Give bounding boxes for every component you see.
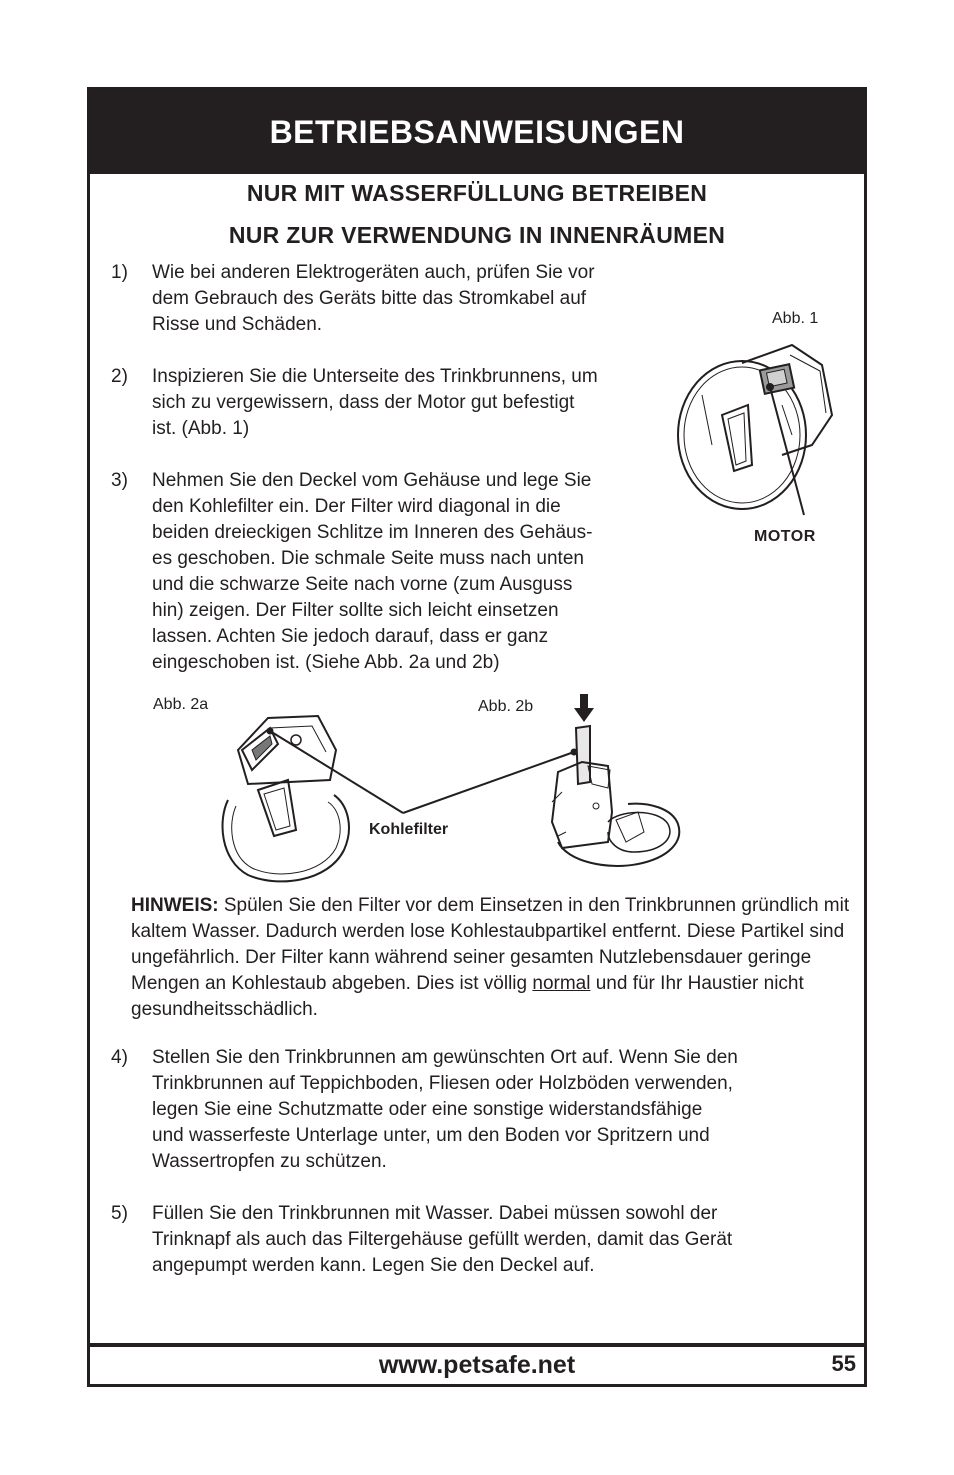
step-line: Füllen Sie den Trinkbrunnen mit Wasser. Dabei müssen sowohl der (152, 1203, 718, 1224)
step-line: Stellen Sie den Trinkbrunnen am gewünschten Ort auf. Wenn Sie den (152, 1047, 738, 1068)
step-line: Nehmen Sie den Deckel vom Gehäuse und lege Sie (152, 470, 592, 491)
page-number: 55 (831, 1351, 856, 1376)
step-line: eingeschoben ist. (Siehe Abb. 2a und 2b) (152, 652, 500, 673)
step-line: und wasserfeste Unterlage unter, um den Boden vor Spritzern und (152, 1125, 710, 1146)
step-line: Wie bei anderen Elektrogeräten auch, prüfen Sie vor (152, 262, 595, 283)
step-line: sich zu vergewissern, dass der Motor gut befestigt (152, 392, 575, 413)
kohlefilter-pointer-lines (240, 720, 740, 840)
step-line: legen Sie eine Schutzmatte oder eine sonstige widerstandsfähige (152, 1099, 703, 1120)
figure-2a-caption: Abb. 2a (153, 696, 209, 713)
figure-2b-caption: Abb. 2b (478, 698, 534, 715)
step-line: lassen. Achten Sie jedoch darauf, dass er ganz (152, 626, 549, 647)
page-frame (87, 87, 867, 1387)
footer-website-link[interactable]: www.petsafe.net (378, 1351, 576, 1379)
step-line: und die schwarze Seite nach vorne (zum Ausguss (152, 574, 573, 595)
subheading-water: NUR MIT WASSERFÜLLUNG BETREIBEN (246, 180, 708, 206)
step-line: angepumpt werden kann. Legen Sie den Deckel auf. (152, 1255, 595, 1276)
step-line: es geschoben. Die schmale Seite muss nach unten (152, 548, 584, 569)
note-paragraph (131, 893, 851, 1023)
step-line: den Kohlefilter ein. Der Filter wird diagonal in die (152, 496, 561, 517)
step-line: Inspizieren Sie die Unterseite des Trinkbrunnens, um (152, 366, 598, 387)
step-line: hin) zeigen. Der Filter sollte sich leicht einsetzen (152, 600, 559, 621)
step-number: 5) (111, 1203, 128, 1224)
note-text: Spülen Sie den Filter vor dem Einsetzen in den Trinkbrunnen gründlich mit kaltem Wasser. Dadurch werden lose Kohlestaubpartikel entfernt. Diese Partikel sind ungefährlich. Der Filter kann während seiner gesamten Nutzlebensdauer geringe Mengen an Kohlestaub abgeben. Dies ist völlig (131, 895, 850, 994)
motor-label: MOTOR (754, 528, 816, 545)
step-line: beiden dreieckigen Schlitze im Inneren des Gehäus- (152, 522, 593, 543)
footer-divider (90, 1343, 864, 1347)
note-label: HINWEIS: (131, 895, 219, 916)
step-number: 2) (111, 366, 128, 387)
step-line: Risse und Schäden. (152, 314, 323, 335)
step-number: 3) (111, 470, 128, 491)
step-number: 1) (111, 262, 128, 283)
page-title: BETRIEBSANWEISUNGEN (90, 90, 864, 174)
step-line: Trinkbrunnen auf Teppichboden, Fliesen oder Holzböden verwenden, (152, 1073, 733, 1094)
fountain-underside-illustration (672, 335, 842, 525)
step-line: Trinknapf als auch das Filtergehäuse gefüllt werden, damit das Gerät (152, 1229, 733, 1250)
step-line: Wassertropfen zu schützen. (152, 1151, 387, 1172)
subheading-indoor: NUR ZUR VERWENDUNG IN INNENRÄUMEN (228, 222, 726, 248)
figure-1-caption: Abb. 1 (772, 310, 819, 327)
step-line: ist. (Abb. 1) (152, 418, 250, 439)
step-number: 4) (111, 1047, 128, 1068)
step-line: dem Gebrauch des Geräts bitte das Stromkabel auf (152, 288, 587, 309)
note-underlined: normal (532, 973, 591, 994)
kohlefilter-label: Kohlefilter (369, 821, 449, 838)
note-text-end: und für Ihr Haustier nicht gesundheitsschädlich. (131, 973, 804, 1020)
